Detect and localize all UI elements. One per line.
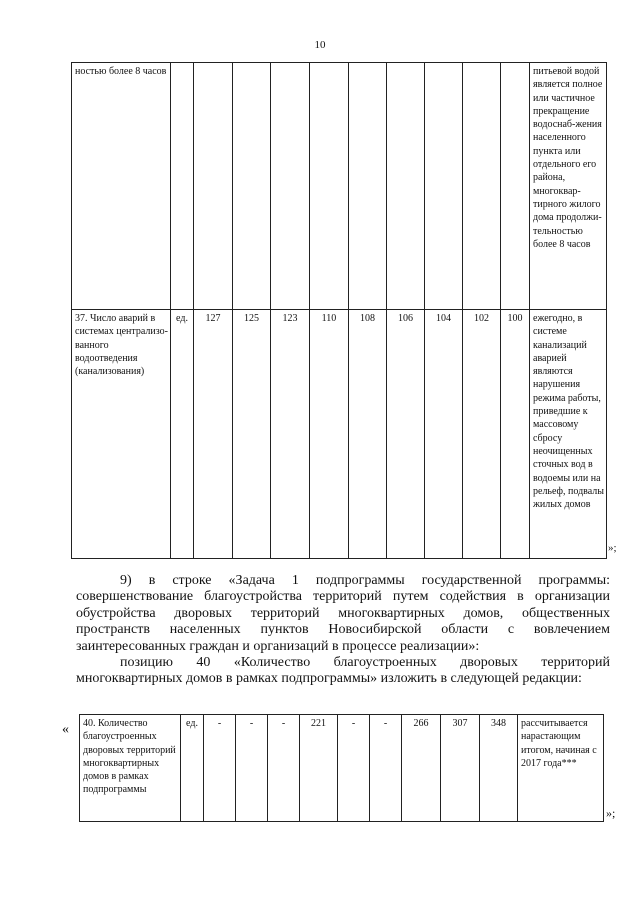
position-40-table	[79, 714, 604, 822]
value-cell: 106	[387, 310, 425, 559]
unit-cell: ед.	[181, 715, 204, 822]
value-cell	[271, 63, 310, 310]
value-cell: -	[236, 715, 268, 822]
value-cell	[349, 63, 387, 310]
paragraph-position-40	[76, 655, 610, 688]
value-cell	[463, 63, 501, 310]
indicator-cell: 37. Число аварий в системах централизо-ванного водоотведения (канализования)	[72, 310, 171, 559]
value-cell: 123	[271, 310, 310, 559]
value-cell: 110	[310, 310, 349, 559]
paragraph-item-9	[76, 573, 610, 655]
table-row	[72, 63, 607, 310]
value-cell	[387, 63, 425, 310]
note-cell: рассчитывается нарастающим итогом, начиная с 2017 года***	[518, 715, 604, 822]
table-row	[80, 715, 604, 822]
value-cell	[425, 63, 463, 310]
table-row	[72, 310, 607, 559]
value-cell: 307	[441, 715, 480, 822]
value-cell: 125	[233, 310, 271, 559]
value-cell	[233, 63, 271, 310]
value-cell	[501, 63, 530, 310]
value-cell: -	[268, 715, 300, 822]
indicators-table-continued	[71, 62, 607, 559]
note-cell: ежегодно, в системе канализаций аварией являются нарушения режима работы, приведшие к массовому сбросу неочищенных сточных вод в водоемы или на рельеф, подвалы жилых домов	[530, 310, 607, 559]
value-cell: 127	[194, 310, 233, 559]
closing-quote: »;	[606, 806, 616, 820]
value-cell	[310, 63, 349, 310]
value-cell: 102	[463, 310, 501, 559]
paragraph-text: 9) в строке «Задача 1 подпрограммы государственной программы: совершенствование благоустройства территорий путем содействия в организации обустройства дворовых территорий многоквартирных домов, общественных пространств населенных пунктов Новосибирской области с вовлечением заинтересованных граждан и организаций в процессе реализации»:	[76, 573, 610, 654]
note-cell: питьевой водой является полное или частичное прекращение водоснаб-жения населенного пункта или отдельного его района, многоквар-тирного жилого дома продолжи-тельностью более 8 часов	[530, 63, 607, 310]
value-cell: -	[338, 715, 370, 822]
value-cell: -	[204, 715, 236, 822]
indicator-cell: 40. Количество благоустроенных дворовых территорий многоквартирных домов в рамках подпрограммы	[80, 715, 181, 822]
value-cell: 108	[349, 310, 387, 559]
value-cell: 348	[480, 715, 518, 822]
paragraph-text: позицию 40 «Количество благоустроенных дворовых территорий многоквартирных домов в рамках подпрограммы» изложить в следующей редакции:	[76, 655, 610, 687]
unit-cell: ед.	[171, 310, 194, 559]
page-number: 10	[314, 39, 326, 51]
value-cell	[194, 63, 233, 310]
value-cell: 104	[425, 310, 463, 559]
value-cell: 221	[300, 715, 338, 822]
value-cell: 266	[402, 715, 441, 822]
indicator-cell: ностью более 8 часов	[72, 63, 171, 310]
value-cell: -	[370, 715, 402, 822]
opening-quote: «	[62, 722, 69, 737]
closing-quote: »;	[608, 542, 617, 554]
unit-cell	[171, 63, 194, 310]
value-cell: 100	[501, 310, 530, 559]
